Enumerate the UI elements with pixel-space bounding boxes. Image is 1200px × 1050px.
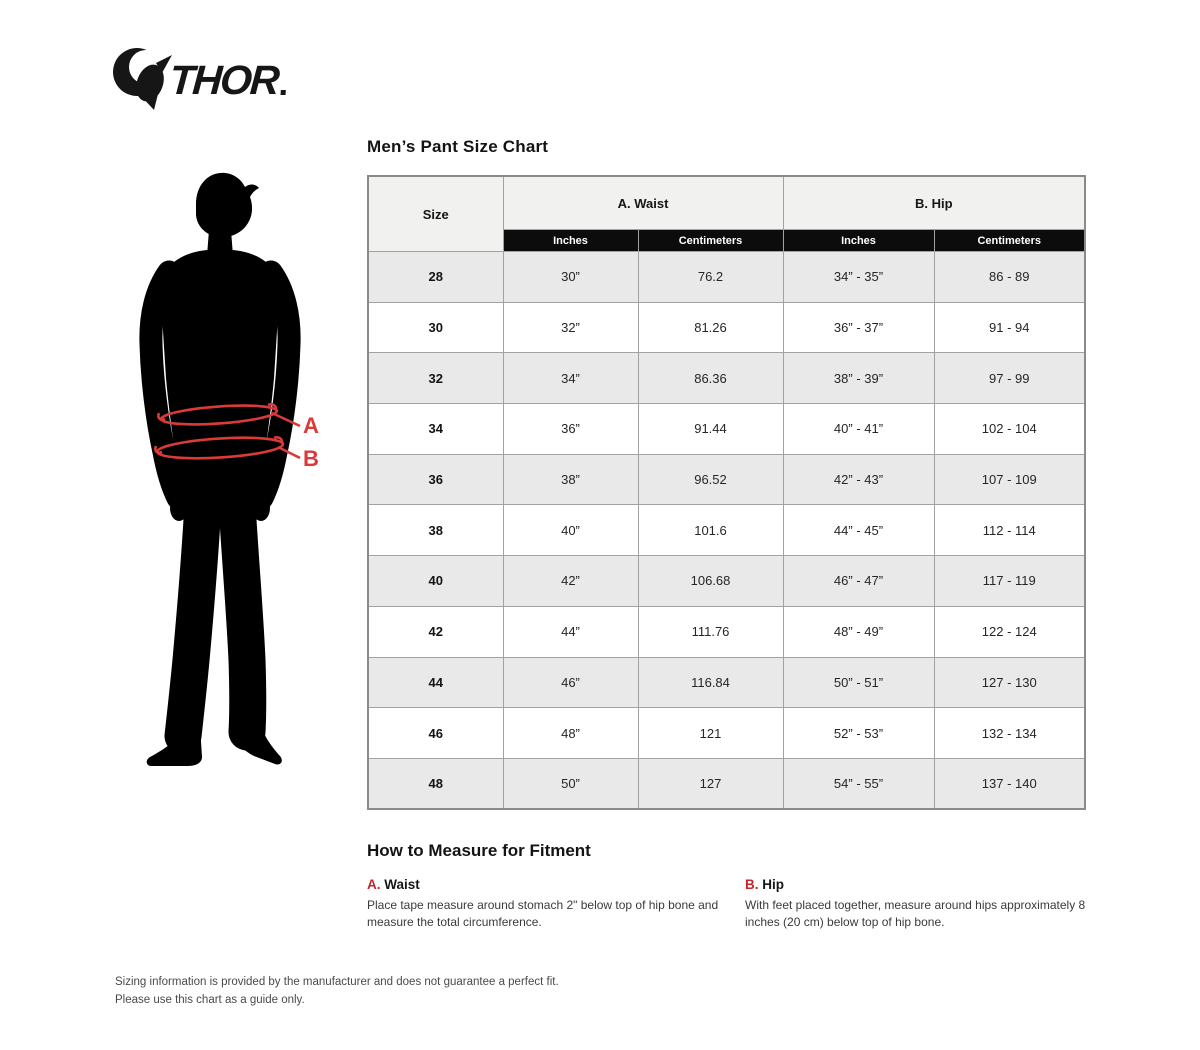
- measure-b-label: Hip: [762, 877, 785, 892]
- cell-waist-cm: 101.6: [638, 505, 783, 556]
- diagram-label-a: A: [303, 413, 319, 438]
- cell-waist-cm: 86.36: [638, 353, 783, 404]
- cell-waist-cm: 76.2: [638, 252, 783, 303]
- cell-size: 28: [368, 252, 503, 303]
- cell-size: 36: [368, 454, 503, 505]
- cell-waist-in: 50”: [503, 758, 638, 809]
- cell-hip-in: 46” - 47”: [783, 556, 934, 607]
- cell-waist-in: 46”: [503, 657, 638, 708]
- cell-size: 44: [368, 657, 503, 708]
- col-header-size: Size: [368, 176, 503, 252]
- cell-waist-cm: 91.44: [638, 404, 783, 455]
- measurement-figure: [105, 168, 335, 768]
- cell-waist-in: 30”: [503, 252, 638, 303]
- cell-size: 34: [368, 404, 503, 455]
- cell-hip-in: 54” - 55”: [783, 758, 934, 809]
- measure-waist-text: Place tape measure around stomach 2" below top of hip bone and measure the total circumference.: [367, 898, 719, 930]
- cell-hip-in: 48” - 49”: [783, 606, 934, 657]
- cell-waist-cm: 81.26: [638, 302, 783, 353]
- cell-waist-cm: 116.84: [638, 657, 783, 708]
- cell-size: 42: [368, 606, 503, 657]
- cell-hip-cm: 122 - 124: [934, 606, 1085, 657]
- col-group-hip: B. Hip: [783, 176, 1085, 230]
- cell-hip-cm: 112 - 114: [934, 505, 1085, 556]
- cell-hip-cm: 127 - 130: [934, 657, 1085, 708]
- footnote-line-2: Please use this chart as a guide only.: [115, 993, 305, 1006]
- cell-waist-in: 40”: [503, 505, 638, 556]
- subheader-waist-centimeters: Centimeters: [638, 230, 783, 252]
- thor-logo: [112, 45, 297, 111]
- thor-logo-svg: [112, 45, 297, 111]
- cell-size: 48: [368, 758, 503, 809]
- diagram-label-b: B: [303, 446, 319, 471]
- cell-size: 46: [368, 708, 503, 759]
- cell-waist-cm: 127: [638, 758, 783, 809]
- cell-hip-cm: 86 - 89: [934, 252, 1085, 303]
- size-table-body: [368, 252, 1085, 810]
- measure-a-label: Waist: [384, 877, 420, 892]
- table-row: [368, 353, 1085, 404]
- cell-waist-in: 36”: [503, 404, 638, 455]
- cell-waist-in: 44”: [503, 606, 638, 657]
- footnote: [115, 974, 559, 1010]
- cell-hip-in: 34” - 35”: [783, 252, 934, 303]
- cell-hip-in: 50” - 51”: [783, 657, 934, 708]
- cell-hip-cm: 102 - 104: [934, 404, 1085, 455]
- cell-hip-in: 40” - 41”: [783, 404, 934, 455]
- col-group-waist: A. Waist: [503, 176, 783, 230]
- measure-a-prefix: A.: [367, 877, 381, 892]
- table-row: [368, 606, 1085, 657]
- logo-wordmark: THOR: [167, 57, 280, 103]
- cell-hip-in: 52” - 53”: [783, 708, 934, 759]
- cell-size: 32: [368, 353, 503, 404]
- cell-hip-in: 44” - 45”: [783, 505, 934, 556]
- measure-heading: How to Measure for Fitment: [367, 841, 591, 860]
- male-silhouette-diagram: [105, 168, 335, 768]
- cell-hip-in: 38” - 39”: [783, 353, 934, 404]
- measure-b-prefix: B.: [745, 877, 759, 892]
- cell-hip-cm: 132 - 134: [934, 708, 1085, 759]
- cell-size: 30: [368, 302, 503, 353]
- cell-hip-cm: 117 - 119: [934, 556, 1085, 607]
- cell-hip-in: 42” - 43”: [783, 454, 934, 505]
- table-row: [368, 505, 1085, 556]
- cell-hip-in: 36” - 37”: [783, 302, 934, 353]
- page-title: Men’s Pant Size Chart: [367, 137, 549, 156]
- table-row: [368, 302, 1085, 353]
- measure-waist-title: [367, 877, 729, 892]
- table-row: [368, 454, 1085, 505]
- footnote-line-1: Sizing information is provided by the manufacturer and does not guarantee a perfect fit.: [115, 976, 559, 988]
- cell-waist-cm: 121: [638, 708, 783, 759]
- subheader-hip-centimeters: Centimeters: [934, 230, 1085, 252]
- goat-head-icon: [113, 48, 172, 110]
- size-table: [367, 175, 1086, 810]
- cell-waist-in: 42”: [503, 556, 638, 607]
- cell-waist-cm: 96.52: [638, 454, 783, 505]
- subheader-waist-inches: Inches: [503, 230, 638, 252]
- table-row: [368, 252, 1085, 303]
- cell-hip-cm: 97 - 99: [934, 353, 1085, 404]
- table-row: [368, 556, 1085, 607]
- cell-hip-cm: 91 - 94: [934, 302, 1085, 353]
- table-row: [368, 404, 1085, 455]
- cell-hip-cm: 137 - 140: [934, 758, 1085, 809]
- measure-waist-block: [367, 877, 729, 932]
- cell-size: 40: [368, 556, 503, 607]
- cell-waist-cm: 106.68: [638, 556, 783, 607]
- table-row: [368, 708, 1085, 759]
- cell-waist-in: 32”: [503, 302, 638, 353]
- table-row: [368, 657, 1085, 708]
- cell-waist-in: 48”: [503, 708, 638, 759]
- table-row: [368, 758, 1085, 809]
- measure-hip-block: [745, 877, 1095, 932]
- cell-waist-in: 34”: [503, 353, 638, 404]
- logo-period-mark: [281, 90, 286, 95]
- measure-hip-text: With feet placed together, measure around hips approximately 8 inches (20 cm) below top of hip bone.: [745, 898, 1086, 930]
- cell-waist-cm: 111.76: [638, 606, 783, 657]
- measure-hip-title: [745, 877, 1095, 892]
- subheader-hip-inches: Inches: [783, 230, 934, 252]
- cell-waist-in: 38”: [503, 454, 638, 505]
- cell-hip-cm: 107 - 109: [934, 454, 1085, 505]
- cell-size: 38: [368, 505, 503, 556]
